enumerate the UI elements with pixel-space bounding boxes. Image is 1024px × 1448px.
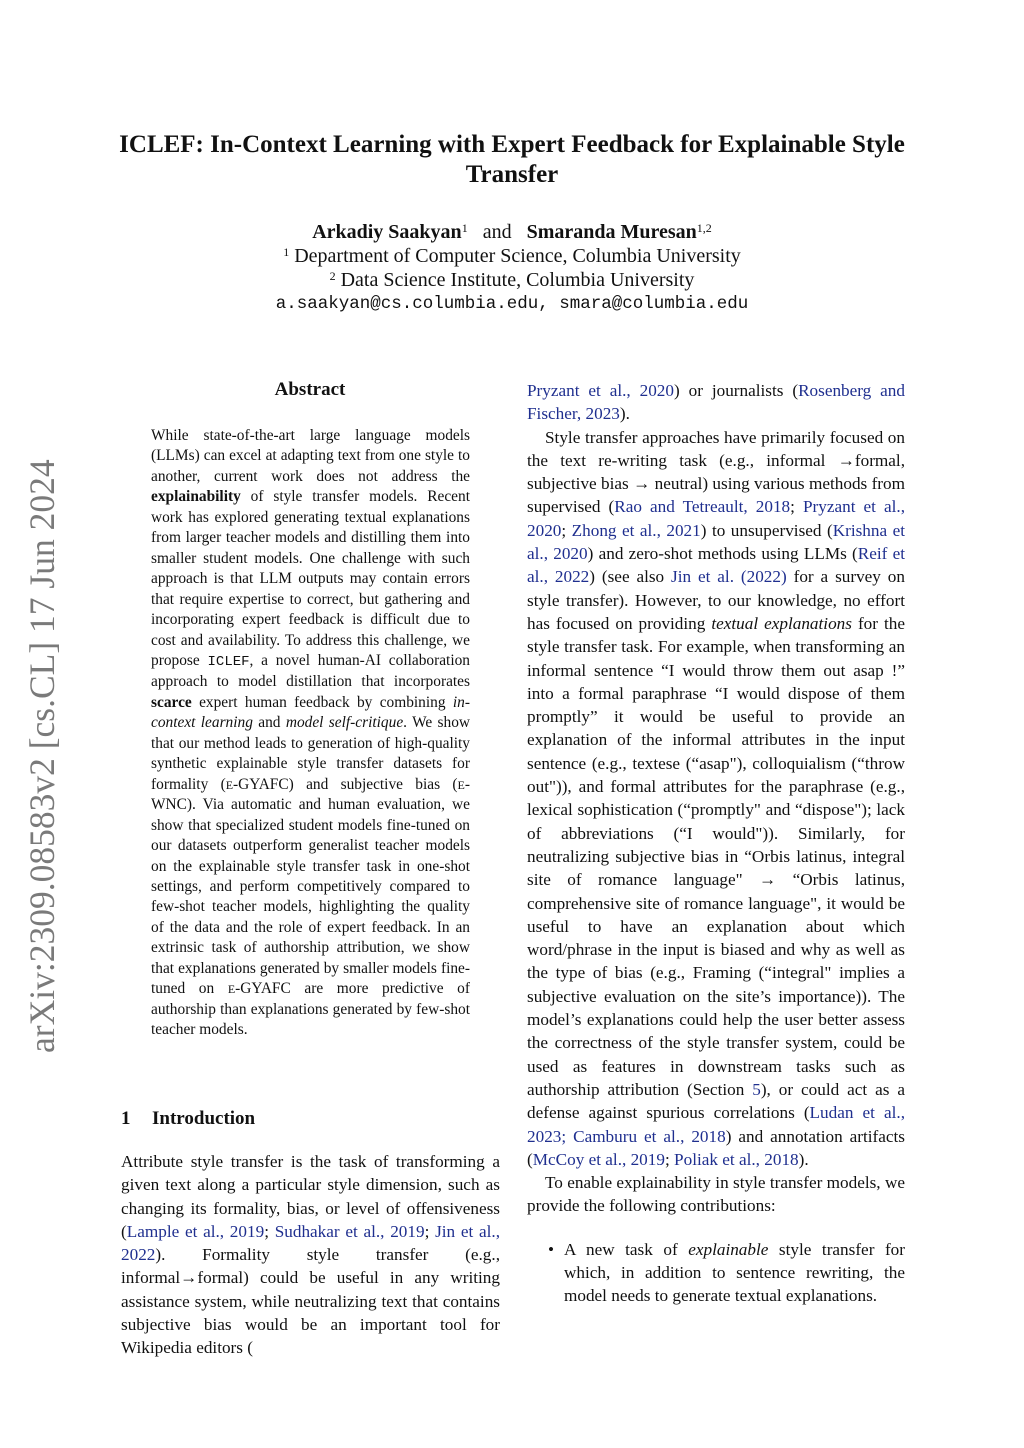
body-text: ). Formality style transfer (e.g., informal→formal) could be useful in any writing assistance system, while neutralizing text that contains subjective bias would be an important tool for Wikipedia editors ( (121, 1245, 500, 1358)
abstract-text: -GYAFC are more predictive of authorship than explanations generated by few-shot teacher models. (151, 980, 470, 1039)
bullet-icon: • (548, 1239, 555, 1259)
body-text: for a survey on style transfer). However, to our knowledge, no effort has focused on providing (527, 567, 905, 633)
body-text: ) and annotation artifacts ( (527, 1126, 905, 1169)
citation-link[interactable]: Rosenberg and Fischer, 2023 (527, 381, 905, 424)
intro-paragraph-2 (527, 426, 905, 1172)
citation-link[interactable]: Pryzant et al., 2020 (527, 497, 906, 540)
abstract-heading: Abstract (274, 379, 346, 400)
body-text: ). (798, 1149, 809, 1169)
citation-link[interactable]: Zhong et al., 2021 (571, 520, 701, 540)
affil-mark: 1 (283, 245, 290, 259)
citation-link[interactable]: Ludan et al., 2023; Camburu et al., 2018 (527, 1103, 905, 1146)
body-text: ) or journalists ( (673, 381, 799, 400)
small-caps-prefix: E (457, 777, 465, 792)
abstract-text: -GYAFC) and subjective bias ( (233, 775, 458, 793)
author-emails: a.saakyan@cs.columbia.edu, smara@columbia.edu (275, 294, 749, 314)
body-text: Attribute style transfer is the task of transforming a given text along a particular style dimension, such as changing its formality, bias, or level of offensiveness ( (121, 1152, 500, 1241)
citation-link[interactable]: Krishna et al., 2020 (527, 520, 906, 564)
citation-link[interactable]: Poliak et al., 2018 (674, 1149, 799, 1169)
citation-link[interactable]: Rao and Tetreault, 2018 (614, 497, 791, 517)
body-text: ), or could act as a defense against spurious correlations ( (527, 1079, 905, 1123)
abstract-text: of style transfer models. Recent work has explored generating textual explanations from larger teacher models and distilling them into smaller student models. One challenge with such approach is that LLM outputs may contain errors that require expertise to correct, but gathering and incorporating expert feedback is difficult due to cost and availability. To address this challenge, we propose (151, 488, 470, 669)
section-heading-introduction (121, 1107, 501, 1131)
affiliation-2 (100, 268, 924, 292)
abstract-text: expert human feedback by combining (191, 693, 453, 711)
abstract-body (151, 426, 470, 1041)
body-text: ; (424, 1221, 436, 1241)
section-reference-link[interactable]: 5 (752, 1079, 761, 1099)
author-name: Arkadiy Saakyan (312, 221, 462, 243)
section-number: 1 (121, 1108, 131, 1129)
method-name: ICLEF (207, 653, 250, 670)
citation-link[interactable]: Lample et al., 2019 (126, 1221, 265, 1241)
arxiv-stamp: arXiv:2309.08583v2 [cs.CL] 17 Jun 2024 (22, 459, 62, 1053)
right-column (527, 379, 905, 1308)
author-block (100, 220, 924, 316)
body-text: ; (264, 1221, 275, 1241)
affil-mark: 2 (329, 269, 336, 283)
affil-text: Data Science Institute, Columbia University (340, 269, 695, 291)
author-name: Smaranda Muresan (526, 221, 697, 243)
section-title: Introduction (152, 1108, 256, 1129)
contributions-list (527, 1238, 905, 1308)
body-text: ) to unsupervised ( (700, 520, 833, 540)
small-caps-prefix: E (225, 777, 234, 792)
abstract-text: -WNC). Via automatic and human evaluation, we show that specialized student models fine-tuned on our datasets outperform generalist teacher models on the explainable style transfer task in one-shot settings, and perform competitively compared to few-shot teacher models, highlighting the quality of the data and the role of expert feedback. In an extrinsic task of authorship attribution, we show that explanations generated by smaller models fine-tuned on (151, 775, 470, 998)
body-text: ) (see also (589, 567, 672, 587)
author-affil-mark: 1 (461, 221, 468, 235)
intro-paragraph-1-cont (527, 379, 905, 426)
paper-title: ICLEF: In-Context Learning with Expert Feedback for Explainable Style Transfer (119, 131, 905, 188)
intro-paragraph-1 (121, 1150, 500, 1360)
author-conjunction: and (482, 221, 512, 243)
citation-link[interactable]: Jin et al., 2022 (121, 1221, 501, 1265)
abstract-text: . We show that our method leads to generation of high-quality synthetic explainable style transfer datasets for formality ( (151, 714, 471, 793)
abstract-text: While state-of-the-art large language models (LLMs) can excel at adapting text from one style to another, current work does not address the (151, 427, 470, 485)
citation-link[interactable]: Sudhakar et al., 2019 (274, 1221, 425, 1241)
body-text: ) and zero-shot methods using LLMs ( (587, 544, 858, 564)
abstract-italic: in-context learning (151, 693, 470, 732)
abstract-italic: model self-critique (285, 714, 404, 732)
body-text: style transfer for which, in addition to sentence rewriting, the model needs to generate textual explanations. (564, 1239, 905, 1306)
body-italic: textual explanations (711, 613, 852, 633)
body-text: ; (790, 497, 803, 517)
citation-link[interactable]: Jin et al. (2022) (671, 567, 787, 587)
body-text: Style transfer approaches have primarily focused on the text re-writing task (e.g., informal →formal, subjective bias → neutral) using various methods from supervised ( (527, 427, 905, 517)
citation-link[interactable]: McCoy et al., 2019 (532, 1149, 665, 1169)
abstract-text: , a novel human-AI collaboration approach to model distillation that incorporates (151, 651, 470, 691)
abstract-emphasis: explainability (151, 488, 241, 506)
body-text: ; (561, 520, 572, 540)
affil-text: Department of Computer Science, Columbia University (294, 245, 741, 267)
author-affil-mark: 1,2 (696, 221, 712, 235)
author-line (100, 220, 924, 244)
abstract-text: and (252, 714, 286, 732)
citation-link[interactable]: Reif et al., 2022 (527, 544, 906, 587)
citation-link[interactable]: Pryzant et al., 2020 (527, 381, 674, 400)
body-text: for the style transfer task. For example, when transforming an informal sentence “I would throw them out asap !” into a formal paraphrase “I would dispose of them promptly” it would be useful to provide an explanation of the informal attributes in the input sentence (e.g., textese (“asap"), colloquialism (“throw out")), and formal attributes for the paraphrase (e.g., lexical sophistication (“promptly" and “dispose"); lack of abbreviations (“I would")). Similarly, for neutralizing subjective bias in “Orbis latinus, integral site of romance language" → “Orbis latinus, comprehensive site of romance language", it would be useful to have an explanation about which word/phrase in the input is biased and why as well as the type of bias (e.g., Framing (“integral" implies a subjective evaluation on the site’s importance)). The model’s explanations could help the user better assess the correctness of the style transfer system, could be used as features in downstream tasks such as authorship attribution (Section (527, 613, 905, 1099)
affiliation-1 (100, 244, 924, 268)
small-caps-prefix: E (227, 982, 236, 997)
body-text: ). (619, 404, 630, 424)
body-italic: explainable (688, 1239, 769, 1259)
body-text: ; (664, 1149, 675, 1169)
body-text: A new task of (564, 1239, 689, 1259)
intro-paragraph-3: To enable explainability in style transfer models, we provide the following contributions: (527, 1173, 905, 1216)
abstract-emphasis: scarce (151, 693, 192, 711)
list-item (527, 1238, 905, 1308)
